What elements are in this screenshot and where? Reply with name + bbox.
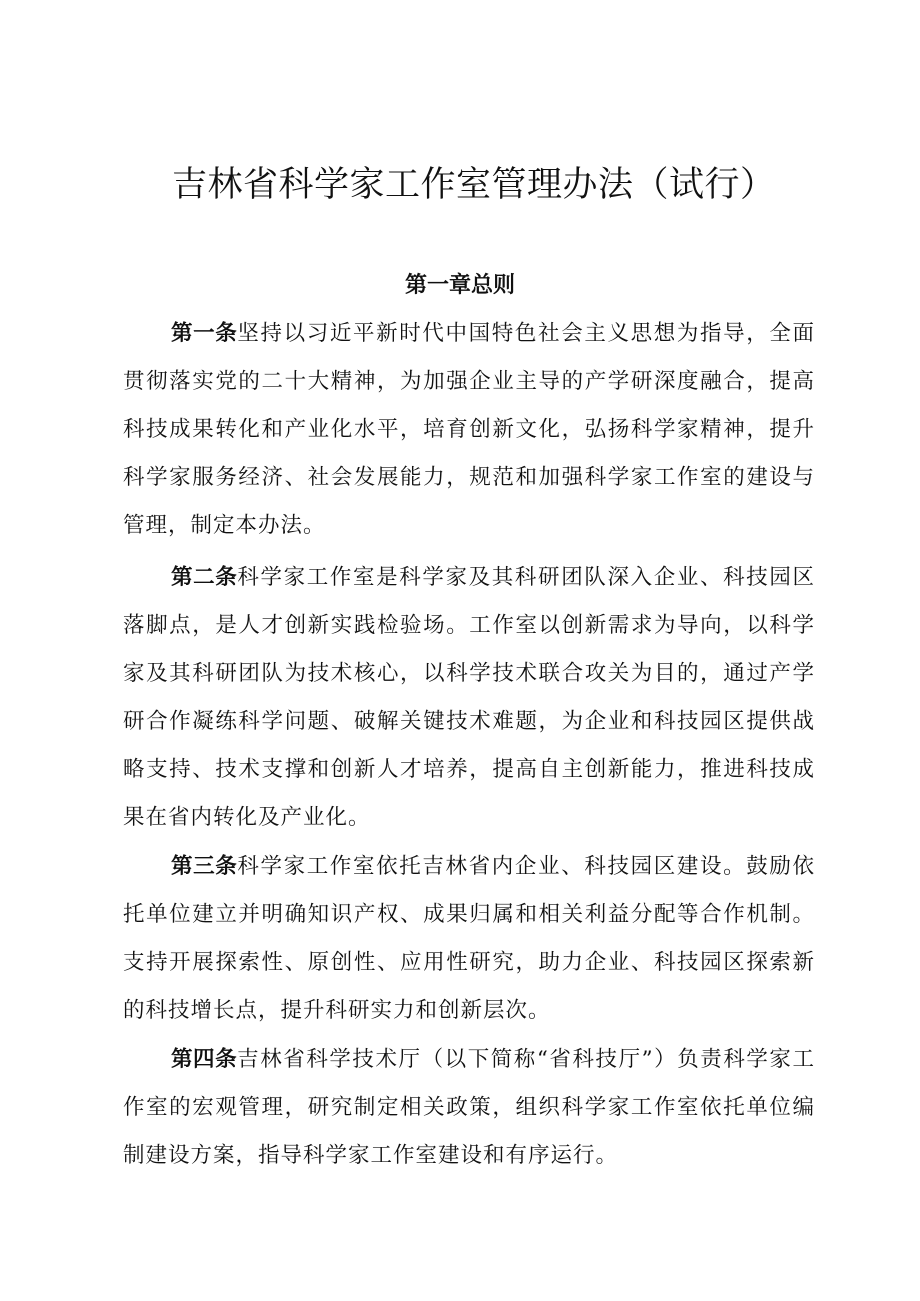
article-3 bbox=[123, 843, 815, 1035]
article-1-label: 第一条 bbox=[171, 321, 238, 346]
document-title: 吉林省科学家工作室管理办法（试行） bbox=[172, 165, 776, 205]
article-2-text: 科学家工作室是科学家及其科研团队深入企业、科技园区落脚点，是人才创新实践检验场。工作室以创新需求为导向，以科学家及其科研团队为技术核心，以科学技术联合攻关为目的，通过产学研合作凝练科学问题、破解关键技术难题，为企业和科技园区提供战略支持、技术支撑和创新人才培养，提高自主创新能力，推进科技成果在省内转化及产业化。 bbox=[123, 565, 815, 830]
article-3-text: 科学家工作室依托吉林省内企业、科技园区建设。鼓励依托单位建立并明确知识产权、成果归属和相关利益分配等合作机制。支持开展探索性、原创性、应用性研究，助力企业、科技园区探索新的科技增长点，提升科研实力和创新层次。 bbox=[123, 854, 815, 1023]
article-4-label: 第四条 bbox=[171, 1047, 238, 1072]
chapter-heading: 第一章总则 bbox=[404, 273, 515, 298]
article-2-label: 第二条 bbox=[171, 565, 238, 590]
article-3-label: 第三条 bbox=[171, 854, 238, 879]
article-1 bbox=[123, 310, 815, 550]
article-4-text: 吉林省科学技术厅（以下简称“省科技厅”）负责科学家工作室的宏观管理，研究制定相关政策，组织科学家工作室依托单位编制建设方案，指导科学家工作室建设和有序运行。 bbox=[123, 1047, 815, 1168]
article-4 bbox=[123, 1036, 815, 1180]
article-1-text: 坚持以习近平新时代中国特色社会主义思想为指导，全面贯彻落实党的二十大精神，为加强企业主导的产学研深度融合，提高科技成果转化和产业化水平，培育创新文化，弘扬科学家精神，提升科学家服务经济、社会发展能力，规范和加强科学家工作室的建设与管理，制定本办法。 bbox=[123, 321, 815, 538]
article-2 bbox=[123, 554, 815, 842]
